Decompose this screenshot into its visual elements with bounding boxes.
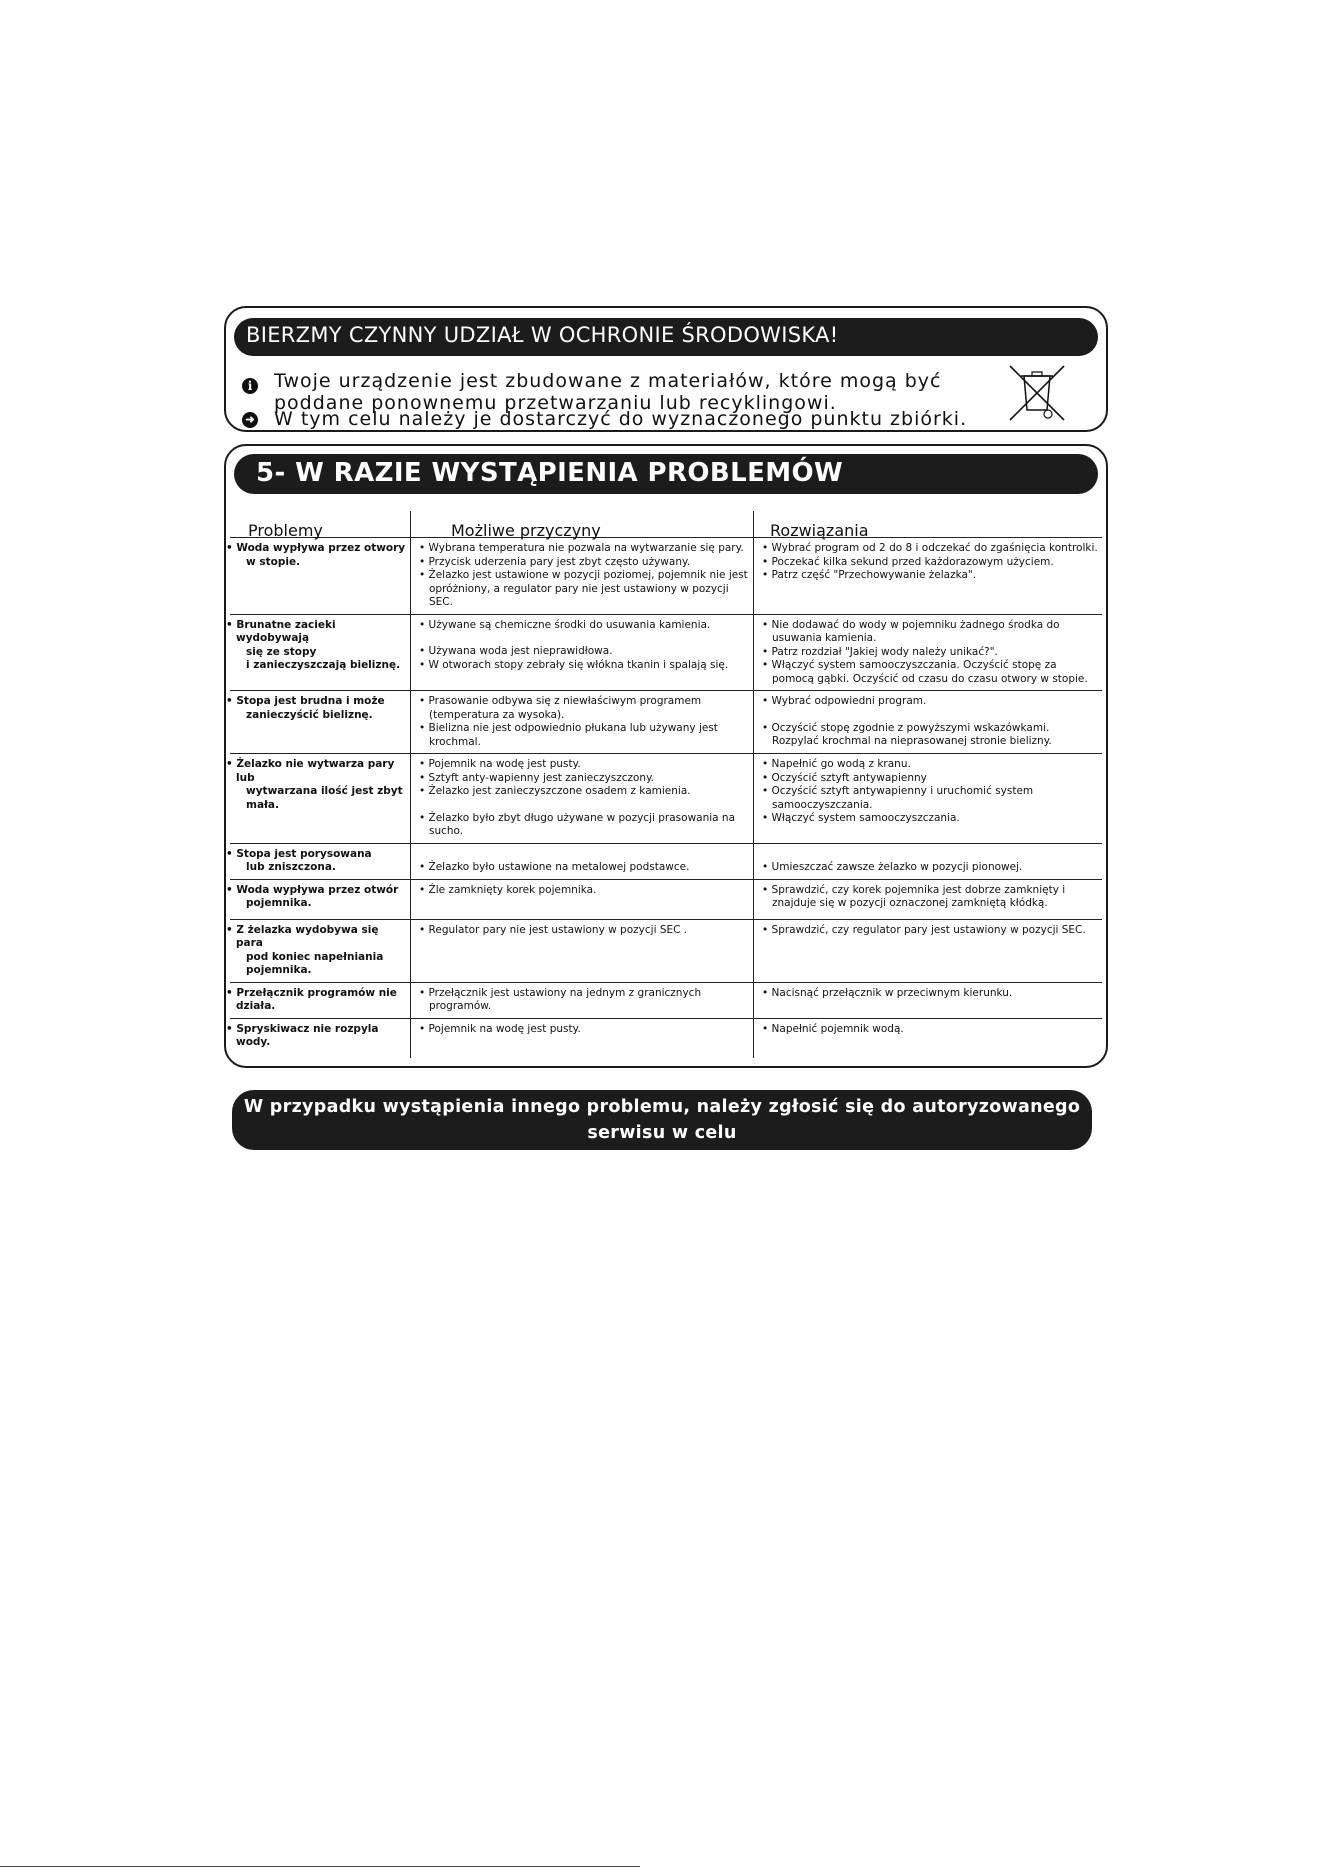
- solutions-line: [760, 709, 1098, 722]
- solutions-line: • Wybrać odpowiedni program.: [762, 695, 927, 707]
- header-causes: Możliwe przyczyny: [411, 511, 754, 538]
- solutions-line: • Napełnić pojemnik wodą.: [762, 1022, 904, 1035]
- table-row: [230, 919, 1102, 982]
- causes-line: • Żelazko było ustawione na metalowej podstawce.: [419, 860, 690, 873]
- table-row: [230, 982, 1102, 1018]
- causes-line: • Żelazko jest zanieczyszczone osadem z kamienia.: [419, 785, 691, 797]
- solution-cell: [754, 538, 1103, 615]
- solution-cell: [754, 614, 1103, 691]
- causes-line: [417, 848, 749, 861]
- causes-line: • Wybrana temperatura nie pozwala na wytwarzanie się pary.: [419, 542, 744, 554]
- troubleshooting-table: [226, 511, 1102, 1058]
- cause-cell: [411, 1018, 754, 1058]
- info-icon: i: [242, 378, 258, 394]
- causes-line: • W otworach stopy zebrały się włókna tkanin i spalają się.: [419, 658, 729, 671]
- problem-line: • Woda wypływa przez otwór: [226, 883, 399, 896]
- problem-line: lub zniszczona.: [246, 861, 336, 873]
- solutions-line: • Włączyć system samooczyszczania. Oczyścić stopę za pomocą gąbki. Oczyścić od czasu do czasu otwory w stopie.: [762, 659, 1088, 685]
- problem-line: • Spryskiwacz nie rozpyla wody.: [226, 1022, 379, 1048]
- problem-line: w stopie.: [246, 555, 301, 568]
- solution-cell: [754, 1018, 1103, 1058]
- cause-cell: [411, 879, 754, 919]
- bottom-rule: [0, 1866, 640, 1867]
- problem-cell: [226, 691, 411, 754]
- service-notice-line-1: W przypadku wystąpienia innego problemu, należy zgłosić się do autoryzowanego serwisu w celu: [243, 1097, 1081, 1143]
- cause-cell: [411, 614, 754, 691]
- problem-line: wytwarzana ilość jest zbyt mała.: [246, 785, 403, 811]
- causes-line: [417, 632, 749, 645]
- solutions-line: • Umieszczać zawsze żelazko w pozycji pionowej.: [762, 860, 1023, 873]
- problem-cell: [226, 879, 411, 919]
- arrow-right-icon: ➜: [242, 412, 258, 428]
- solutions-line: [760, 848, 1098, 861]
- causes-line: • Sztyft anty-wapienny jest zanieczyszczony.: [419, 771, 655, 784]
- solutions-line: • Sprawdzić, czy regulator pary jest ustawiony w pozycji SEC.: [762, 923, 1086, 936]
- environment-box: [224, 306, 1108, 432]
- problem-cell: [226, 843, 411, 879]
- solution-cell: [754, 843, 1103, 879]
- solutions-line: • Oczyścić stopę zgodnie z powyższymi wskazówkami. Rozpylać krochmal na nieprasowanej stronie bielizny.: [762, 721, 1052, 747]
- header-problems: Problemy: [230, 511, 411, 538]
- environment-title: BIERZMY CZYNNY UDZIAŁ W OCHRONIE ŚRODOWISKA!: [246, 323, 839, 347]
- table-row: [230, 754, 1102, 844]
- problem-line: • Stopa jest brudna i może: [226, 695, 385, 707]
- header-solutions: Rozwiązania: [754, 511, 1103, 538]
- problem-cell: [226, 754, 411, 844]
- causes-line: • Przycisk uderzenia pary jest zbyt często używany.: [419, 555, 691, 568]
- causes-line: [417, 799, 749, 812]
- cause-cell: [411, 538, 754, 615]
- environment-line-2: poddane ponownemu przetwarzaniu lub recyklingowi.: [274, 392, 837, 414]
- problem-line: • Stopa jest porysowana: [226, 847, 372, 860]
- service-notice: [232, 1090, 1092, 1169]
- causes-line: • Pojemnik na wodę jest pusty.: [419, 758, 581, 770]
- service-notice-line-2: sprawdzenia żelazka.: [553, 1149, 771, 1169]
- troubleshooting-title-bar: [234, 454, 1098, 494]
- problem-line: • Żelazko nie wytwarza pary lub: [226, 758, 395, 784]
- cause-cell: [411, 843, 754, 879]
- problem-cell: [226, 982, 411, 1018]
- problem-line: • Z żelazka wydobywa się para: [226, 923, 379, 949]
- cause-cell: [411, 919, 754, 982]
- causes-line: • Używana woda jest nieprawidłowa.: [419, 645, 613, 657]
- solution-cell: [754, 982, 1103, 1018]
- problem-line: zanieczyścić bieliznę.: [246, 708, 373, 721]
- problem-line: się ze stopy: [246, 645, 317, 658]
- table-row: [230, 879, 1102, 919]
- problem-cell: [226, 538, 411, 615]
- solution-cell: [754, 879, 1103, 919]
- table-header-row: [230, 511, 1102, 538]
- table-row: [230, 538, 1102, 615]
- problem-line: • Brunatne zacieki wydobywają: [226, 618, 336, 644]
- troubleshooting-title: 5- W RAZIE WYSTĄPIENIA PROBLEMÓW: [256, 458, 844, 488]
- causes-line: • Żelazko jest ustawione w pozycji poziomej, pojemnik nie jest opróżniony, a regulator pary nie jest ustawiony w pozycji SEC.: [419, 569, 748, 608]
- problem-line: i zanieczyszczają bieliznę.: [246, 659, 401, 671]
- solutions-line: • Oczyścić sztyft antywapienny i uruchomić system samooczyszczania.: [762, 785, 1034, 811]
- solutions-line: • Patrz część "Przechowywanie żelazka".: [762, 569, 977, 581]
- environment-title-bar: [234, 318, 1098, 356]
- solution-cell: [754, 919, 1103, 982]
- cause-cell: [411, 691, 754, 754]
- cause-cell: [411, 982, 754, 1018]
- crossed-bin-icon: [1006, 362, 1068, 424]
- solution-cell: [754, 754, 1103, 844]
- problem-line: • Przełącznik programów nie działa.: [226, 986, 397, 1012]
- solutions-line: • Patrz rozdział "Jakiej wody należy unikać?".: [762, 645, 998, 658]
- troubleshooting-box: [224, 444, 1108, 1068]
- solutions-line: • Włączyć system samooczyszczania.: [762, 812, 960, 824]
- problem-line: pod koniec napełniania pojemnika.: [246, 950, 384, 976]
- causes-line: • Prasowanie odbywa się z niewłaściwym programem (temperatura za wysoka).: [419, 695, 702, 721]
- solution-cell: [754, 691, 1103, 754]
- solutions-line: • Wybrać program od 2 do 8 i odczekać do zgaśnięcia kontrolki.: [762, 542, 1098, 554]
- solutions-line: • Nacisnąć przełącznik w przeciwnym kierunku.: [762, 986, 1013, 999]
- table-row: [230, 1018, 1102, 1058]
- solutions-line: • Napełnić go wodą z kranu.: [762, 758, 911, 770]
- problem-line: pojemnika.: [246, 897, 312, 909]
- environment-line-3: W tym celu należy je dostarczyć do wyznaczonego punktu zbiórki.: [274, 408, 968, 430]
- causes-line: • Pojemnik na wodę jest pusty.: [419, 1022, 581, 1035]
- table-row: [230, 691, 1102, 754]
- solutions-line: • Oczyścić sztyft antywapienny: [762, 771, 927, 784]
- causes-line: • Żelazko było zbyt długo używane w pozycji prasowania na sucho.: [419, 811, 736, 837]
- problem-line: • Woda wypływa przez otwory: [226, 542, 406, 554]
- problem-cell: [226, 1018, 411, 1058]
- table-row: [230, 614, 1102, 691]
- table-row: [230, 843, 1102, 879]
- environment-line-1: Twoje urządzenie jest zbudowane z materiałów, które mogą być: [274, 370, 942, 392]
- problem-cell: [226, 614, 411, 691]
- solutions-line: • Sprawdzić, czy korek pojemnika jest dobrze zamknięty i znajduje się w pozycji oznaczonej zamkniętą kłódką.: [762, 883, 1066, 909]
- causes-line: • Źle zamknięty korek pojemnika.: [419, 883, 597, 896]
- solutions-line: • Nie dodawać do wody w pojemniku żadnego środka do usuwania kamienia.: [762, 618, 1060, 644]
- solutions-line: • Poczekać kilka sekund przed każdorazowym użyciem.: [762, 555, 1054, 568]
- causes-line: • Przełącznik jest ustawiony na jednym z granicznych programów.: [419, 986, 702, 1012]
- cause-cell: [411, 754, 754, 844]
- problem-cell: [226, 919, 411, 982]
- causes-line: • Regulator pary nie jest ustawiony w pozycji SEC .: [419, 923, 688, 936]
- causes-line: • Bielizna nie jest odpowiednio płukana lub używany jest krochmal.: [419, 722, 718, 748]
- causes-line: • Używane są chemiczne środki do usuwania kamienia.: [419, 618, 711, 631]
